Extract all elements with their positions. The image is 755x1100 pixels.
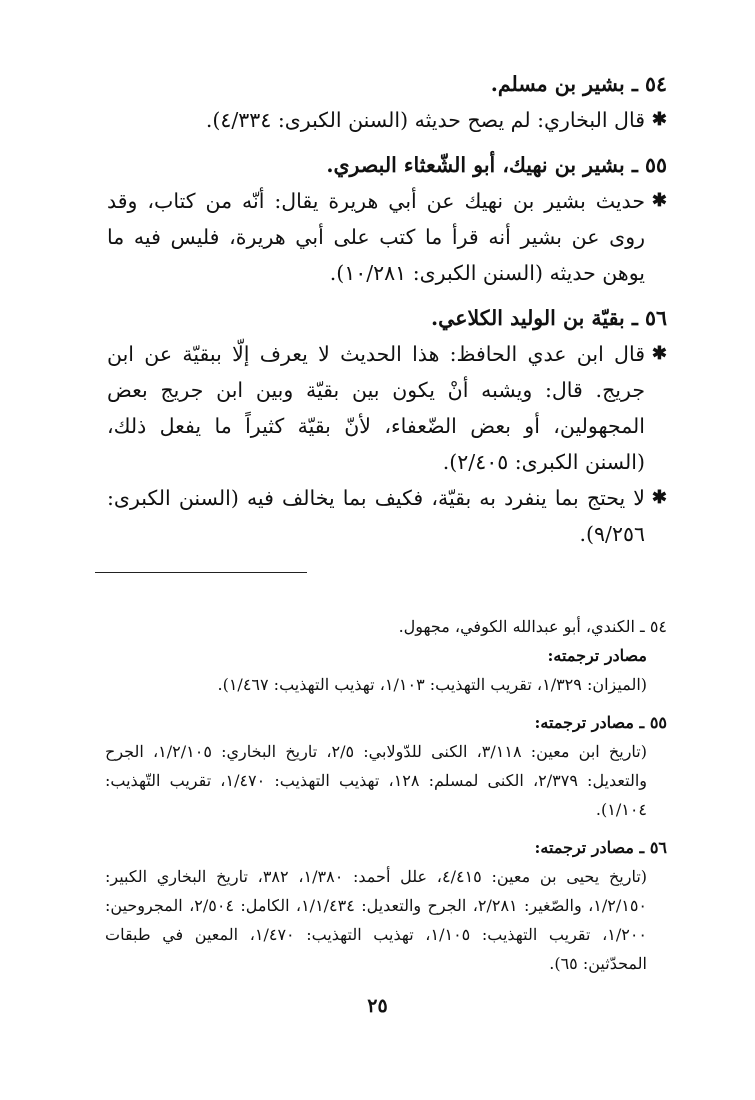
entry-55 bbox=[107, 147, 667, 291]
page-number: ٢٥ bbox=[367, 995, 388, 1017]
asterisk-icon: ✱ bbox=[651, 190, 667, 211]
entry-paragraph bbox=[107, 336, 667, 480]
paragraph-text: قال ابن عدي الحافظ: هذا الحديث لا يعرف إلّا ببقيّة عن ابن جريج. قال: ويشبه أنْ يكون بين بقيّة وبين ابن جريج بعض المجهولين، أو بعض الضّعفاء، لأنّ بقيّة كثيراً ما يفعل ذلك، (السنن الكبرى: ٢/٤٠٥). bbox=[107, 342, 645, 474]
entry-heading: ٥٤ ـ بشير بن مسلم. bbox=[490, 72, 667, 96]
paragraph-text: حديث بشير بن نهيك عن أبي هريرة يقال: أنّه من كتاب، وقد روى عن بشير أنه قرأ ما كتب على أبي هريرة، فليس فيه ما يوهن حديثه (السنن الكبرى: ١٠/٢٨١). bbox=[107, 189, 645, 285]
entry-heading: ٥٦ ـ بقيّة بن الوليد الكلاعي. bbox=[431, 306, 667, 330]
sources-label: مصادر ترجمته: bbox=[547, 646, 647, 665]
main-text bbox=[107, 66, 667, 561]
sources-list: (الميزان: ١/٣٢٩، تقريب التهذيب: ١/١٠٣، تهذيب التهذيب: ١/٤٦٧). bbox=[217, 675, 647, 694]
footnote-54 bbox=[105, 612, 667, 699]
entry-paragraph bbox=[107, 102, 667, 138]
paragraph-text: قال البخاري: لم يصح حديثه (السنن الكبرى: ٤/٣٣٤). bbox=[205, 108, 645, 132]
paragraph-text: لا يحتج بما ينفرد به بقيّة، فكيف بما يخالف فيه (السنن الكبرى: ٩/٢٥٦). bbox=[107, 486, 645, 546]
entry-heading: ٥٥ ـ بشير بن نهيك، أبو الشّعثاء البصري. bbox=[326, 153, 667, 177]
footnote-divider bbox=[95, 572, 307, 573]
footnotes bbox=[105, 612, 667, 987]
entry-54 bbox=[107, 66, 667, 138]
entry-paragraph bbox=[107, 480, 667, 552]
asterisk-icon: ✱ bbox=[651, 109, 667, 130]
footnote-title: ٥٥ ـ مصادر ترجمته: bbox=[534, 713, 667, 732]
footnote-title: ٥٤ ـ الكندي، أبو عبدالله الكوفي، مجهول. bbox=[398, 617, 667, 636]
footnote-55 bbox=[105, 708, 667, 824]
asterisk-icon: ✱ bbox=[651, 487, 667, 508]
sources-list: (تاريخ ابن معين: ٣/١١٨، الكنى للدّولابي: ٢/٥، تاريخ البخاري: ١/٢/١٠٥، الجرح والتعديل: ٢/٣٧٩، الكنى لمسلم: ١٢٨، تهذيب التهذيب: ١/٤٧٠، تقريب التّهذيب: ١/١٠٤). bbox=[105, 742, 648, 819]
entry-paragraph bbox=[107, 183, 667, 291]
asterisk-icon: ✱ bbox=[651, 343, 667, 364]
footnote-title: ٥٦ ـ مصادر ترجمته: bbox=[534, 838, 667, 857]
sources-list: (تاريخ يحيى بن معين: ٤/٤١٥، علل أحمد: ١/٣٨٠، ٣٨٢، تاريخ البخاري الكبير: ١/٢/١٥٠، والصّغير: ٢/٢٨١، الجرح والتعديل: ١/١/٤٣٤، الكامل: ٢/٥٠٤، المجروحين: ١/٢٠٠، تقريب التهذيب: ١/١٠٥، تهذيب التهذيب: ١/٤٧٠، المعين في طبقات المحدّثين: ٦٥). bbox=[105, 867, 648, 973]
footnote-56 bbox=[105, 833, 667, 978]
entry-56 bbox=[107, 300, 667, 552]
